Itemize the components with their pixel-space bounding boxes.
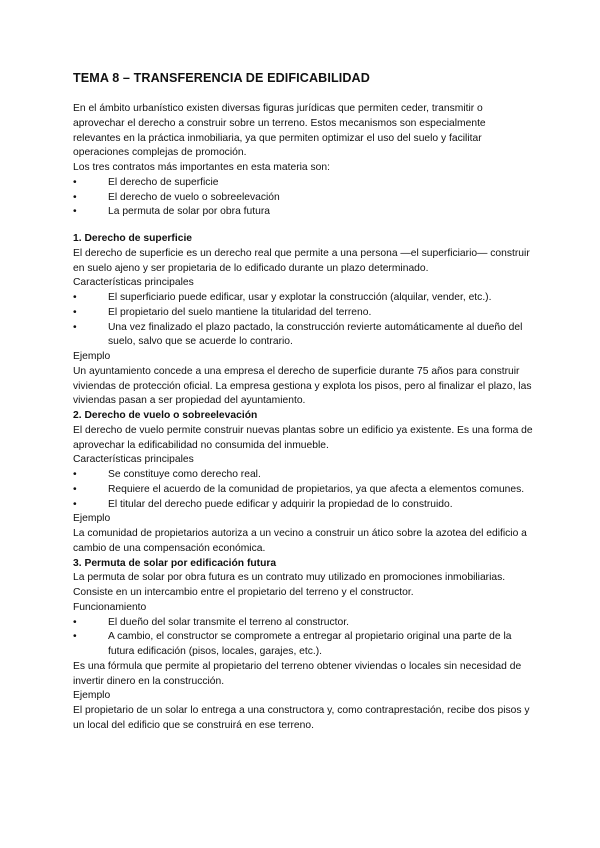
section-3-list — [73, 616, 533, 660]
section-3-example: El propietario de un solar lo entrega a una constructora y, como contraprestación, recibe dos pisos y un local del edificio que se construirá en ese terreno. — [73, 705, 530, 731]
section-2-example-label: Ejemplo — [73, 513, 111, 525]
document-body — [73, 70, 533, 734]
list-item — [73, 176, 533, 191]
list-item — [73, 468, 533, 483]
section-3-after: Es una fórmula que permite al propietario del terreno obtener viviendas o locales sin necesidad de invertir dinero en la construcción. — [73, 660, 522, 687]
bullet-icon: • — [73, 469, 77, 480]
section-2-text: El derecho de vuelo permite construir nuevas plantas sobre un edificio ya existente. Es una forma de aprovechar la edificabilidad no consumida del inmueble. — [73, 424, 533, 451]
section-2-heading: 2. Derecho de vuelo o sobreelevación — [73, 410, 258, 421]
bullet-icon: • — [73, 631, 77, 643]
list-item-text: El titular del derecho puede edificar y adquirir la propiedad de lo construido. — [108, 498, 453, 510]
bullet-icon: • — [73, 321, 77, 333]
list-item — [73, 630, 533, 660]
section-2-example: La comunidad de propietarios autoriza a un vecino a construir un ático sobre la azotea del edificio a cambio de una compensación económica. — [73, 528, 527, 554]
list-item — [73, 483, 533, 498]
list-item — [73, 191, 533, 206]
section-2-list — [73, 468, 533, 512]
list-item-text: Una vez finalizado el plazo pactado, la construcción revierte automáticamente al dueño del suelo, salvo que se acuerde lo contrario. — [108, 321, 523, 348]
section-1-list — [73, 291, 533, 350]
bullet-icon: • — [73, 206, 77, 218]
bullet-icon: • — [73, 292, 77, 303]
list-item — [73, 616, 533, 631]
list-item — [73, 306, 533, 321]
list-item — [73, 205, 533, 220]
section-1-heading: 1. Derecho de superficie — [73, 233, 193, 244]
section-3-text: La permuta de solar por obra futura es un contrato muy utilizado en promociones inmobiliarias. Consiste en un intercambio entre el propietario del terreno y el constructor. — [73, 572, 506, 598]
intro-paragraph: En el ámbito urbanístico existen diversas figuras jurídicas que permiten ceder, transmitir o aprovechar el derecho a construir sobre un terreno. Estos mecanismos son especialmente relevantes en la práctica inmobiliaria, ya que permiten optimizar el uso del suelo y facilitar operaciones complejas de promoción. — [73, 103, 486, 159]
section-3-sublabel: Funcionamiento — [73, 601, 147, 613]
list-item-text: El derecho de superficie — [108, 176, 219, 188]
contracts-list — [73, 176, 533, 220]
section-2-sublabel: Características principales — [73, 454, 194, 466]
list-item-text: El derecho de vuelo o sobreelevación — [108, 191, 280, 203]
bullet-icon: • — [73, 483, 77, 495]
bullet-icon: • — [73, 306, 77, 318]
section-1-example-label: Ejemplo — [73, 351, 111, 362]
list-item-text: La permuta de solar por obra futura — [108, 206, 270, 218]
list-item-text: Se constituye como derecho real. — [108, 469, 261, 480]
list-item-text: Requiere el acuerdo de la comunidad de propietarios, ya que afecta a elementos comunes. — [108, 483, 525, 495]
list-item-text: El superficiario puede edificar, usar y explotar la construcción (alquilar, vender, etc.). — [108, 292, 492, 303]
section-1-text: El derecho de superficie es un derecho real que permite a una persona —el superficiario— construir en suelo ajeno y ser propietaria de lo edificado durante un plazo determinado. — [73, 247, 530, 274]
contracts-intro: Los tres contratos más importantes en esta materia son: — [73, 162, 330, 173]
bullet-icon: • — [73, 498, 77, 510]
section-3-heading: 3. Permuta de solar por edificación futura — [73, 557, 277, 569]
bullet-icon: • — [73, 176, 77, 188]
section-1-sublabel: Características principales — [73, 277, 194, 289]
section-3-example-label: Ejemplo — [73, 690, 111, 702]
list-item — [73, 498, 533, 513]
section-1-example: Un ayuntamiento concede a una empresa el derecho de superficie durante 75 años para construir viviendas de protección oficial. La empresa gestiona y explota los pisos, pero al finalizar el plazo, las viviendas pasan a ser propiedad del ayuntamiento. — [73, 365, 532, 407]
section-gap — [73, 220, 533, 232]
list-item-text: El dueño del solar transmite el terreno al constructor. — [108, 616, 349, 628]
list-item — [73, 321, 533, 351]
bullet-icon: • — [73, 616, 77, 628]
bullet-icon: • — [73, 191, 77, 203]
list-item-text: El propietario del suelo mantiene la titularidad del terreno. — [108, 306, 372, 318]
list-item — [73, 291, 533, 306]
document-title: TEMA 8 – TRANSFERENCIA DE EDIFICABILIDAD — [73, 71, 370, 85]
list-item-text: A cambio, el constructor se compromete a entregar al propietario original una parte de la futura edificación (pisos, locales, garajes, etc.). — [108, 631, 512, 657]
